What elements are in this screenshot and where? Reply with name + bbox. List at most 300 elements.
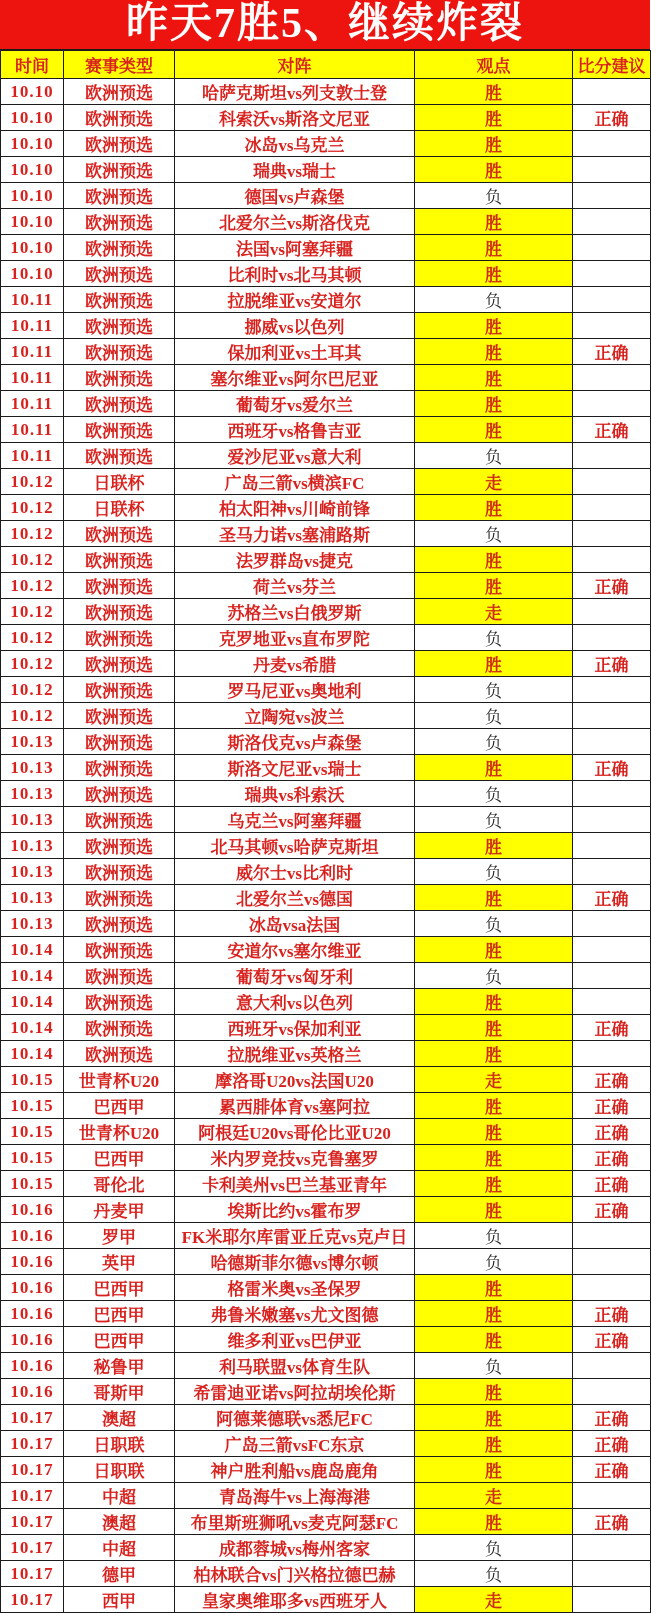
cell-view: 胜 — [415, 547, 573, 573]
cell-league: 西甲 — [64, 1587, 175, 1613]
cell-match: 挪威vs以色列 — [175, 313, 415, 339]
cell-date: 10.12 — [1, 547, 64, 573]
cell-view: 走 — [415, 1067, 573, 1093]
cell-view: 胜 — [415, 1431, 573, 1457]
cell-result — [573, 443, 651, 469]
cell-date: 10.10 — [1, 79, 64, 105]
table-row — [1, 729, 651, 755]
cell-match: 立陶宛vs波兰 — [175, 703, 415, 729]
cell-match: 哈萨克斯坦vs列支敦士登 — [175, 79, 415, 105]
cell-match: 德国vs卢森堡 — [175, 183, 415, 209]
cell-match: 埃斯比约vs霍布罗 — [175, 1197, 415, 1223]
cell-date: 10.17 — [1, 1587, 64, 1613]
cell-view: 负 — [415, 1249, 573, 1275]
cell-league: 欧洲预选 — [64, 339, 175, 365]
cell-view: 胜 — [415, 1093, 573, 1119]
table-row — [1, 1275, 651, 1301]
cell-result: 正确 — [573, 1171, 651, 1197]
cell-match: 柏太阳神vs川崎前锋 — [175, 495, 415, 521]
predictions-table — [0, 50, 651, 1613]
cell-league: 欧洲预选 — [64, 443, 175, 469]
cell-date: 10.12 — [1, 625, 64, 651]
cell-view: 走 — [415, 1587, 573, 1613]
cell-match: 罗马尼亚vs奥地利 — [175, 677, 415, 703]
cell-date: 10.11 — [1, 443, 64, 469]
cell-league: 欧洲预选 — [64, 183, 175, 209]
cell-league: 欧洲预选 — [64, 1015, 175, 1041]
cell-league: 日职联 — [64, 1431, 175, 1457]
cell-league: 欧洲预选 — [64, 105, 175, 131]
cell-league: 欧洲预选 — [64, 599, 175, 625]
cell-league: 欧洲预选 — [64, 625, 175, 651]
table-row — [1, 1067, 651, 1093]
table-row — [1, 703, 651, 729]
cell-result — [573, 365, 651, 391]
cell-date: 10.12 — [1, 703, 64, 729]
cell-league: 欧洲预选 — [64, 859, 175, 885]
cell-date: 10.11 — [1, 339, 64, 365]
col-header-score-advice: 比分建议 — [573, 51, 651, 79]
cell-league: 欧洲预选 — [64, 157, 175, 183]
cell-date: 10.14 — [1, 1015, 64, 1041]
cell-league: 欧洲预选 — [64, 209, 175, 235]
table-row — [1, 1431, 651, 1457]
cell-date: 10.12 — [1, 599, 64, 625]
cell-view: 负 — [415, 183, 573, 209]
table-row — [1, 1587, 651, 1613]
cell-result — [573, 833, 651, 859]
cell-result — [573, 677, 651, 703]
table-row — [1, 287, 651, 313]
cell-date: 10.17 — [1, 1561, 64, 1587]
cell-date: 10.14 — [1, 1041, 64, 1067]
cell-date: 10.16 — [1, 1223, 64, 1249]
cell-view: 负 — [415, 859, 573, 885]
cell-date: 10.16 — [1, 1275, 64, 1301]
cell-date: 10.15 — [1, 1093, 64, 1119]
cell-result — [573, 547, 651, 573]
cell-match: 北爱尔兰vs斯洛伐克 — [175, 209, 415, 235]
cell-view: 胜 — [415, 989, 573, 1015]
cell-view: 负 — [415, 287, 573, 313]
cell-league: 欧洲预选 — [64, 651, 175, 677]
cell-result: 正确 — [573, 651, 651, 677]
cell-match: 阿根廷U20vs哥伦比亚U20 — [175, 1119, 415, 1145]
cell-match: 苏格兰vs白俄罗斯 — [175, 599, 415, 625]
cell-match: 拉脱维亚vs安道尔 — [175, 287, 415, 313]
cell-result — [573, 989, 651, 1015]
cell-league: 欧洲预选 — [64, 781, 175, 807]
table-row — [1, 1405, 651, 1431]
cell-view: 走 — [415, 1483, 573, 1509]
cell-league: 欧洲预选 — [64, 235, 175, 261]
cell-result — [573, 157, 651, 183]
cell-view: 胜 — [415, 313, 573, 339]
table-body — [1, 79, 651, 1613]
cell-league: 欧洲预选 — [64, 391, 175, 417]
cell-date: 10.12 — [1, 651, 64, 677]
table-row — [1, 1301, 651, 1327]
cell-result: 正确 — [573, 1197, 651, 1223]
cell-date: 10.17 — [1, 1405, 64, 1431]
cell-match: 神户胜利船vs鹿岛鹿角 — [175, 1457, 415, 1483]
cell-league: 欧洲预选 — [64, 963, 175, 989]
cell-date: 10.16 — [1, 1353, 64, 1379]
cell-date: 10.12 — [1, 573, 64, 599]
cell-match: 斯洛文尼亚vs瑞士 — [175, 755, 415, 781]
cell-result — [573, 261, 651, 287]
cell-match: 科索沃vs斯洛文尼亚 — [175, 105, 415, 131]
table-row — [1, 807, 651, 833]
cell-result — [573, 781, 651, 807]
cell-result: 正确 — [573, 1509, 651, 1535]
cell-result: 正确 — [573, 1015, 651, 1041]
cell-result — [573, 963, 651, 989]
cell-match: 累西腓体育vs塞阿拉 — [175, 1093, 415, 1119]
cell-league: 日联杯 — [64, 495, 175, 521]
cell-league: 秘鲁甲 — [64, 1353, 175, 1379]
cell-league: 澳超 — [64, 1405, 175, 1431]
cell-league: 欧洲预选 — [64, 313, 175, 339]
cell-date: 10.16 — [1, 1327, 64, 1353]
table-row — [1, 1483, 651, 1509]
cell-view: 负 — [415, 1561, 573, 1587]
cell-view: 负 — [415, 911, 573, 937]
cell-result: 正确 — [573, 1067, 651, 1093]
cell-league: 欧洲预选 — [64, 807, 175, 833]
cell-date: 10.17 — [1, 1509, 64, 1535]
cell-result — [573, 313, 651, 339]
cell-result — [573, 1379, 651, 1405]
cell-date: 10.13 — [1, 755, 64, 781]
cell-match: 冰岛vsa法国 — [175, 911, 415, 937]
cell-view: 胜 — [415, 885, 573, 911]
cell-result: 正确 — [573, 755, 651, 781]
cell-view: 负 — [415, 521, 573, 547]
cell-date: 10.14 — [1, 937, 64, 963]
table-row — [1, 235, 651, 261]
cell-match: 塞尔维亚vs阿尔巴尼亚 — [175, 365, 415, 391]
table-row — [1, 157, 651, 183]
cell-date: 10.11 — [1, 391, 64, 417]
cell-league: 欧洲预选 — [64, 911, 175, 937]
cell-date: 10.16 — [1, 1379, 64, 1405]
cell-match: 广岛三箭vsFC东京 — [175, 1431, 415, 1457]
cell-result — [573, 287, 651, 313]
cell-result: 正确 — [573, 105, 651, 131]
cell-match: 哈德斯菲尔德vs博尔顿 — [175, 1249, 415, 1275]
table-row — [1, 79, 651, 105]
cell-result — [573, 807, 651, 833]
cell-date: 10.13 — [1, 833, 64, 859]
cell-view: 胜 — [415, 79, 573, 105]
cell-view: 胜 — [415, 1171, 573, 1197]
cell-match: 北爱尔兰vs德国 — [175, 885, 415, 911]
cell-view: 胜 — [415, 1301, 573, 1327]
cell-league: 欧洲预选 — [64, 729, 175, 755]
table-row — [1, 963, 651, 989]
cell-view: 负 — [415, 1353, 573, 1379]
cell-view: 负 — [415, 1223, 573, 1249]
cell-view: 胜 — [415, 391, 573, 417]
cell-league: 欧洲预选 — [64, 755, 175, 781]
cell-view: 胜 — [415, 937, 573, 963]
cell-result — [573, 859, 651, 885]
cell-date: 10.11 — [1, 365, 64, 391]
cell-match: 柏林联合vs门兴格拉德巴赫 — [175, 1561, 415, 1587]
cell-league: 丹麦甲 — [64, 1197, 175, 1223]
cell-league: 巴西甲 — [64, 1301, 175, 1327]
cell-match: 斯洛伐克vs卢森堡 — [175, 729, 415, 755]
cell-league: 欧洲预选 — [64, 677, 175, 703]
cell-match: 法国vs阿塞拜疆 — [175, 235, 415, 261]
cell-league: 欧洲预选 — [64, 79, 175, 105]
cell-view: 胜 — [415, 1509, 573, 1535]
cell-league: 中超 — [64, 1483, 175, 1509]
cell-result: 正确 — [573, 1093, 651, 1119]
cell-league: 日职联 — [64, 1457, 175, 1483]
cell-match: 保加利亚vs土耳其 — [175, 339, 415, 365]
cell-date: 10.10 — [1, 209, 64, 235]
cell-date: 10.17 — [1, 1457, 64, 1483]
table-row — [1, 833, 651, 859]
cell-result: 正确 — [573, 1327, 651, 1353]
cell-result — [573, 1353, 651, 1379]
cell-match: 北马其顿vs哈萨克斯坦 — [175, 833, 415, 859]
table-row — [1, 755, 651, 781]
cell-view: 胜 — [415, 105, 573, 131]
cell-match: 比利时vs北马其顿 — [175, 261, 415, 287]
table-row — [1, 1353, 651, 1379]
cell-match: 摩洛哥U20vs法国U20 — [175, 1067, 415, 1093]
table-row — [1, 911, 651, 937]
table-row — [1, 105, 651, 131]
cell-result: 正确 — [573, 1301, 651, 1327]
cell-league: 世青杯U20 — [64, 1067, 175, 1093]
cell-league: 德甲 — [64, 1561, 175, 1587]
cell-result — [573, 1587, 651, 1613]
cell-view: 走 — [415, 599, 573, 625]
cell-view: 胜 — [415, 417, 573, 443]
cell-view: 胜 — [415, 755, 573, 781]
cell-match: 利马联盟vs体育生队 — [175, 1353, 415, 1379]
cell-view: 负 — [415, 625, 573, 651]
cell-match: 西班牙vs格鲁吉亚 — [175, 417, 415, 443]
cell-view: 胜 — [415, 1405, 573, 1431]
table-row — [1, 547, 651, 573]
table-row — [1, 781, 651, 807]
table-row — [1, 1041, 651, 1067]
col-header-time: 时间 — [1, 51, 64, 79]
cell-view: 负 — [415, 807, 573, 833]
table-row — [1, 1327, 651, 1353]
cell-match: 拉脱维亚vs英格兰 — [175, 1041, 415, 1067]
table-row — [1, 1145, 651, 1171]
cell-date: 10.13 — [1, 781, 64, 807]
cell-view: 胜 — [415, 1327, 573, 1353]
cell-result: 正确 — [573, 1145, 651, 1171]
cell-view: 负 — [415, 729, 573, 755]
table-row — [1, 651, 651, 677]
col-header-matchup: 对阵 — [175, 51, 415, 79]
cell-date: 10.10 — [1, 261, 64, 287]
cell-date: 10.16 — [1, 1301, 64, 1327]
cell-league: 巴西甲 — [64, 1145, 175, 1171]
cell-date: 10.15 — [1, 1067, 64, 1093]
cell-league: 欧洲预选 — [64, 417, 175, 443]
cell-date: 10.11 — [1, 287, 64, 313]
cell-league: 中超 — [64, 1535, 175, 1561]
cell-match: 圣马力诺vs塞浦路斯 — [175, 521, 415, 547]
cell-result: 正确 — [573, 1119, 651, 1145]
cell-match: 弗鲁米嫩塞vs尤文图德 — [175, 1301, 415, 1327]
cell-date: 10.15 — [1, 1145, 64, 1171]
cell-result — [573, 1223, 651, 1249]
cell-match: 希雷迪亚诺vs阿拉胡埃伦斯 — [175, 1379, 415, 1405]
cell-result: 正确 — [573, 339, 651, 365]
cell-match: 乌克兰vs阿塞拜疆 — [175, 807, 415, 833]
cell-view: 胜 — [415, 157, 573, 183]
cell-league: 日联杯 — [64, 469, 175, 495]
cell-view: 胜 — [415, 1119, 573, 1145]
table-row — [1, 625, 651, 651]
cell-date: 10.17 — [1, 1483, 64, 1509]
cell-league: 巴西甲 — [64, 1093, 175, 1119]
cell-league: 欧洲预选 — [64, 547, 175, 573]
cell-result — [573, 703, 651, 729]
table-row — [1, 1171, 651, 1197]
table-row — [1, 885, 651, 911]
cell-league: 欧洲预选 — [64, 703, 175, 729]
cell-view: 胜 — [415, 339, 573, 365]
cell-result: 正确 — [573, 1457, 651, 1483]
table-row — [1, 1249, 651, 1275]
cell-result — [573, 183, 651, 209]
table-row — [1, 365, 651, 391]
cell-date: 10.14 — [1, 989, 64, 1015]
cell-league: 巴西甲 — [64, 1275, 175, 1301]
cell-league: 英甲 — [64, 1249, 175, 1275]
table-row — [1, 339, 651, 365]
cell-result — [573, 1561, 651, 1587]
cell-result — [573, 495, 651, 521]
cell-view: 负 — [415, 703, 573, 729]
cell-date: 10.10 — [1, 235, 64, 261]
cell-match: 爱沙尼亚vs意大利 — [175, 443, 415, 469]
table-row — [1, 417, 651, 443]
cell-match: 意大利vs以色列 — [175, 989, 415, 1015]
cell-view: 胜 — [415, 235, 573, 261]
cell-match: 卡利美州vs巴兰基亚青年 — [175, 1171, 415, 1197]
cell-view: 胜 — [415, 131, 573, 157]
cell-view: 胜 — [415, 1145, 573, 1171]
cell-view: 胜 — [415, 365, 573, 391]
table-row — [1, 313, 651, 339]
col-header-view: 观点 — [415, 51, 573, 79]
cell-view: 胜 — [415, 651, 573, 677]
cell-date: 10.16 — [1, 1197, 64, 1223]
table-row — [1, 183, 651, 209]
cell-date: 10.11 — [1, 313, 64, 339]
table-row — [1, 1535, 651, 1561]
cell-date: 10.10 — [1, 183, 64, 209]
cell-result — [573, 911, 651, 937]
cell-view: 胜 — [415, 495, 573, 521]
cell-league: 欧洲预选 — [64, 937, 175, 963]
cell-league: 欧洲预选 — [64, 261, 175, 287]
cell-match: 米内罗竞技vs克鲁塞罗 — [175, 1145, 415, 1171]
cell-match: 青岛海牛vs上海海港 — [175, 1483, 415, 1509]
table-row — [1, 1457, 651, 1483]
cell-view: 胜 — [415, 573, 573, 599]
cell-view: 胜 — [415, 1197, 573, 1223]
page-title: 昨天7胜5、继续炸裂 — [0, 0, 650, 50]
table-row — [1, 1015, 651, 1041]
cell-result — [573, 937, 651, 963]
table-row — [1, 131, 651, 157]
cell-view: 负 — [415, 781, 573, 807]
table-row — [1, 1223, 651, 1249]
cell-view: 负 — [415, 443, 573, 469]
table-row — [1, 391, 651, 417]
table-row — [1, 469, 651, 495]
cell-view: 胜 — [415, 209, 573, 235]
cell-result — [573, 729, 651, 755]
cell-date: 10.13 — [1, 911, 64, 937]
cell-view: 胜 — [415, 1379, 573, 1405]
cell-match: 葡萄牙vs匈牙利 — [175, 963, 415, 989]
table-row — [1, 209, 651, 235]
cell-result — [573, 599, 651, 625]
cell-date: 10.12 — [1, 469, 64, 495]
cell-view: 胜 — [415, 1457, 573, 1483]
cell-match: 瑞典vs科索沃 — [175, 781, 415, 807]
cell-result: 正确 — [573, 885, 651, 911]
cell-date: 10.14 — [1, 963, 64, 989]
cell-league: 巴西甲 — [64, 1327, 175, 1353]
cell-league: 哥斯甲 — [64, 1379, 175, 1405]
cell-match: 法罗群岛vs捷克 — [175, 547, 415, 573]
table-row — [1, 521, 651, 547]
cell-league: 欧洲预选 — [64, 885, 175, 911]
cell-league: 澳超 — [64, 1509, 175, 1535]
cell-result: 正确 — [573, 1431, 651, 1457]
table-row — [1, 1093, 651, 1119]
table-row — [1, 1561, 651, 1587]
cell-date: 10.15 — [1, 1171, 64, 1197]
cell-date: 10.12 — [1, 521, 64, 547]
cell-date: 10.11 — [1, 417, 64, 443]
cell-match: 冰岛vs乌克兰 — [175, 131, 415, 157]
table-row — [1, 1379, 651, 1405]
table-row — [1, 261, 651, 287]
cell-match: FK米耶尔库雷亚丘克vs克卢日 — [175, 1223, 415, 1249]
cell-league: 世青杯U20 — [64, 1119, 175, 1145]
cell-date: 10.17 — [1, 1431, 64, 1457]
cell-match: 广岛三箭vs横滨FC — [175, 469, 415, 495]
cell-match: 威尔士vs比利时 — [175, 859, 415, 885]
cell-date: 10.16 — [1, 1249, 64, 1275]
cell-match: 皇家奥维耶多vs西班牙人 — [175, 1587, 415, 1613]
table-row — [1, 495, 651, 521]
cell-league: 欧洲预选 — [64, 989, 175, 1015]
header-row — [1, 51, 651, 79]
cell-date: 10.10 — [1, 131, 64, 157]
table-row — [1, 573, 651, 599]
cell-view: 胜 — [415, 1015, 573, 1041]
cell-result — [573, 625, 651, 651]
cell-result — [573, 235, 651, 261]
